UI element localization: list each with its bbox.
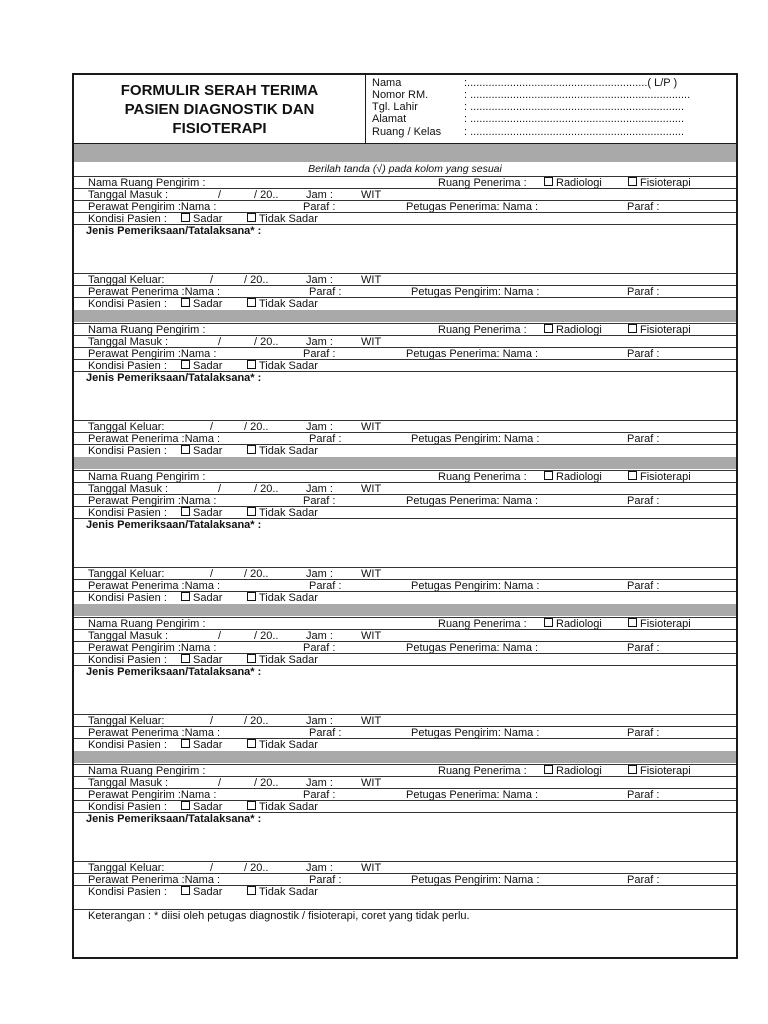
exit-sadar-checkbox[interactable] [181,592,190,601]
exit-time-label: Jam : [306,274,333,286]
entry-date-year: / 20.. [254,189,279,201]
sending-officer-signature-label: Paraf : [627,580,660,592]
entry-time-label: Jam : [306,777,333,789]
exit-sadar-label: Sadar [193,298,223,310]
sending-nurse-label: Perawat Pengirim :Nama : [88,348,217,360]
entry-date-label: Tanggal Masuk : [88,630,169,642]
radiologi-label: Radiologi [556,177,602,189]
examination-type-area[interactable] [74,518,736,568]
form-header [74,75,736,144]
exit-condition-label: Kondisi Pasien : [88,739,167,751]
exit-date-year: / 20.. [244,421,269,433]
entry-time-label: Jam : [306,483,333,495]
room-class-field[interactable]: : ...................................................................... [464,126,685,138]
sadar-label: Sadar [193,507,223,519]
medical-record-field[interactable]: : ........................................................................ [464,89,691,101]
tidak-sadar-label: Tidak Sadar [259,654,318,666]
examination-type-area[interactable] [74,224,736,274]
sending-nurse-label: Perawat Pengirim :Nama : [88,495,217,507]
sending-officer-label: Petugas Pengirim: Nama : [411,874,540,886]
sending-officer-label: Petugas Pengirim: Nama : [411,580,540,592]
entry-timezone: WIT [361,336,382,348]
exit-time-label: Jam : [306,862,333,874]
examination-type-area[interactable] [74,665,736,715]
exit-sadar-option[interactable] [181,298,222,310]
entry-date-label: Tanggal Masuk : [88,189,169,201]
exit-tidak-sadar-checkbox[interactable] [247,886,256,895]
receiving-officer-signature-label: Paraf : [627,348,660,360]
exit-date-year: / 20.. [244,715,269,727]
condition-label: Kondisi Pasien : [88,654,167,666]
receiving-nurse-signature-label: Paraf : [309,580,342,592]
sadar-checkbox[interactable] [181,654,190,663]
title-line-2: PASIEN DIAGNOSTIK DAN [124,101,315,118]
exit-sadar-option[interactable] [181,739,222,751]
receiving-room-label: Ruang Penerima : [438,471,527,483]
exit-date-year: / 20.. [244,568,269,580]
radiologi-checkbox[interactable] [544,324,553,333]
patient-name-field[interactable]: :...........................................................( L/P ) [464,77,678,89]
sadar-label: Sadar [193,654,223,666]
sending-officer-signature-label: Paraf : [627,286,660,298]
sadar-checkbox[interactable] [181,801,190,810]
sending-nurse-signature-label: Paraf : [303,495,336,507]
tidak-sadar-checkbox[interactable] [247,360,256,369]
receiving-nurse-label: Perawat Penerima :Nama : [88,874,221,886]
header-divider-bar [74,144,736,162]
section-divider-bar [74,604,736,616]
fisioterapi-checkbox[interactable] [628,471,637,480]
sending-officer-label: Petugas Pengirim: Nama : [411,727,540,739]
receiving-officer-label: Petugas Penerima: Nama : [406,789,539,801]
exit-tidak-sadar-option[interactable] [247,886,318,898]
sadar-label: Sadar [193,213,223,225]
exit-tidak-sadar-option[interactable] [247,592,318,604]
entry-date-slash: / [218,189,222,201]
receiving-officer-label: Petugas Penerima: Nama : [406,495,539,507]
exit-date-label: Tanggal Keluar: [88,715,165,727]
sending-nurse-signature-label: Paraf : [303,348,336,360]
exit-date-slash: / [210,862,214,874]
exit-condition-row [74,444,736,457]
condition-label: Kondisi Pasien : [88,801,167,813]
sadar-checkbox[interactable] [181,507,190,516]
entry-timezone: WIT [361,483,382,495]
receiving-nurse-label: Perawat Penerima :Nama : [88,727,221,739]
exit-date-year: / 20.. [244,274,269,286]
exit-date-label: Tanggal Keluar: [88,862,165,874]
exit-date-slash: / [210,274,214,286]
exit-condition-row [74,885,736,898]
entry-date-label: Tanggal Masuk : [88,336,169,348]
entry-date-slash: / [218,777,222,789]
exit-sadar-label: Sadar [193,886,223,898]
exit-condition-label: Kondisi Pasien : [88,592,167,604]
exit-tidak-sadar-option[interactable] [247,298,318,310]
tidak-sadar-label: Tidak Sadar [259,213,318,225]
sadar-checkbox[interactable] [181,360,190,369]
condition-label: Kondisi Pasien : [88,507,167,519]
sending-nurse-label: Perawat Pengirim :Nama : [88,789,217,801]
exit-date-year: / 20.. [244,862,269,874]
exit-condition-row [74,591,736,604]
exit-tidak-sadar-checkbox[interactable] [247,298,256,307]
fisioterapi-label: Fisioterapi [640,471,691,483]
form-title [74,75,366,143]
radiologi-checkbox[interactable] [544,618,553,627]
receiving-officer-signature-label: Paraf : [627,201,660,213]
title-line-3: FISIOTERAPI [172,120,267,137]
receiving-nurse-signature-label: Paraf : [309,874,342,886]
tidak-sadar-checkbox[interactable] [247,507,256,516]
receiving-officer-label: Petugas Penerima: Nama : [406,642,539,654]
receiving-room-label: Ruang Penerima : [438,177,527,189]
exit-date-label: Tanggal Keluar: [88,568,165,580]
receiving-room-label: Ruang Penerima : [438,324,527,336]
entry-timezone: WIT [361,777,382,789]
exit-time-label: Jam : [306,568,333,580]
section-divider-bar [74,751,736,763]
tidak-sadar-checkbox[interactable] [247,801,256,810]
exit-date-slash: / [210,421,214,433]
exit-sadar-option[interactable] [181,445,222,457]
sender-room-label: Nama Ruang Pengirim : [88,177,206,189]
sending-nurse-label: Perawat Pengirim :Nama : [88,201,217,213]
patient-name-label: Nama [372,77,402,89]
exit-time-label: Jam : [306,421,333,433]
birth-date-label: Tgl. Lahir [372,101,418,113]
exit-sadar-label: Sadar [193,592,223,604]
exit-condition-row [74,738,736,751]
sadar-label: Sadar [193,801,223,813]
instruction-text: Berilah tanda (√) pada kolom yang sesuai [308,163,502,175]
receiving-room-label: Ruang Penerima : [438,618,527,630]
entry-date-year: / 20.. [254,777,279,789]
fisioterapi-label: Fisioterapi [640,324,691,336]
entry-timezone: WIT [361,630,382,642]
entry-date-label: Tanggal Masuk : [88,777,169,789]
fisioterapi-checkbox[interactable] [628,177,637,186]
sender-room-label: Nama Ruang Pengirim : [88,618,206,630]
sender-room-label: Nama Ruang Pengirim : [88,324,206,336]
fisioterapi-checkbox[interactable] [628,618,637,627]
entry-date-label: Tanggal Masuk : [88,483,169,495]
address-field[interactable]: : ...................................................................... [464,113,685,125]
fisioterapi-label: Fisioterapi [640,177,691,189]
examination-type-label: Jenis Pemeriksaan/Tatalaksana* : [86,372,262,384]
examination-type-area[interactable] [74,812,736,862]
receiving-officer-signature-label: Paraf : [627,789,660,801]
sadar-label: Sadar [193,360,223,372]
radiologi-label: Radiologi [556,618,602,630]
radiologi-label: Radiologi [556,765,602,777]
entry-date-slash: / [218,336,222,348]
receiving-officer-label: Petugas Penerima: Nama : [406,201,539,213]
radiologi-checkbox[interactable] [544,177,553,186]
sending-officer-label: Petugas Pengirim: Nama : [411,433,540,445]
entry-date-year: / 20.. [254,336,279,348]
receiving-nurse-signature-label: Paraf : [309,286,342,298]
exit-tidak-sadar-checkbox[interactable] [247,739,256,748]
exit-date-slash: / [210,715,214,727]
exit-timezone: WIT [361,274,382,286]
sender-room-label: Nama Ruang Pengirim : [88,765,206,777]
exit-timezone: WIT [361,862,382,874]
fisioterapi-checkbox[interactable] [628,765,637,774]
sadar-checkbox[interactable] [181,213,190,222]
handover-section-3 [74,470,736,617]
footnote-text: Keterangan : * diisi oleh petugas diagnostik / fisioterapi, coret yang tidak perlu. [88,910,470,922]
examination-type-label: Jenis Pemeriksaan/Tatalaksana* : [86,225,262,237]
exit-timezone: WIT [361,568,382,580]
room-class-label: Ruang / Kelas [372,126,442,138]
medical-record-label: Nomor RM. [372,89,429,101]
exit-tidak-sadar-label: Tidak Sadar [259,592,318,604]
exit-tidak-sadar-label: Tidak Sadar [259,886,318,898]
receiving-nurse-label: Perawat Penerima :Nama : [88,433,221,445]
exit-date-label: Tanggal Keluar: [88,421,165,433]
tidak-sadar-checkbox[interactable] [247,213,256,222]
section-divider-bar [74,310,736,322]
sending-nurse-signature-label: Paraf : [303,642,336,654]
handover-section-1 [74,176,736,323]
exit-sadar-option[interactable] [181,886,222,898]
sending-officer-signature-label: Paraf : [627,727,660,739]
handover-section-4 [74,617,736,764]
entry-time-label: Jam : [306,336,333,348]
tidak-sadar-label: Tidak Sadar [259,360,318,372]
sending-officer-label: Petugas Pengirim: Nama : [411,286,540,298]
patient-identity-block [372,76,734,142]
fisioterapi-label: Fisioterapi [640,765,691,777]
receiving-nurse-signature-label: Paraf : [309,727,342,739]
exit-sadar-checkbox[interactable] [181,298,190,307]
receiving-nurse-label: Perawat Penerima :Nama : [88,580,221,592]
handover-section-2 [74,323,736,470]
exit-condition-label: Kondisi Pasien : [88,298,167,310]
exit-sadar-checkbox[interactable] [181,886,190,895]
examination-type-area[interactable] [74,371,736,421]
examination-type-label: Jenis Pemeriksaan/Tatalaksana* : [86,813,262,825]
condition-label: Kondisi Pasien : [88,360,167,372]
exit-tidak-sadar-label: Tidak Sadar [259,739,318,751]
entry-time-label: Jam : [306,189,333,201]
handover-form [72,73,738,959]
footnote [74,909,736,958]
exit-sadar-checkbox[interactable] [181,739,190,748]
exit-condition-row [74,297,736,310]
exit-condition-label: Kondisi Pasien : [88,445,167,457]
exit-timezone: WIT [361,421,382,433]
tidak-sadar-checkbox[interactable] [247,654,256,663]
condition-label: Kondisi Pasien : [88,213,167,225]
exit-date-slash: / [210,568,214,580]
receiving-officer-label: Petugas Penerima: Nama : [406,348,539,360]
exit-tidak-sadar-checkbox[interactable] [247,445,256,454]
exit-tidak-sadar-option[interactable] [247,739,318,751]
exit-tidak-sadar-option[interactable] [247,445,318,457]
sender-room-label: Nama Ruang Pengirim : [88,471,206,483]
handover-sections [74,176,736,911]
radiologi-checkbox[interactable] [544,765,553,774]
exit-sadar-checkbox[interactable] [181,445,190,454]
receiving-room-label: Ruang Penerima : [438,765,527,777]
receiving-officer-signature-label: Paraf : [627,495,660,507]
exit-sadar-label: Sadar [193,445,223,457]
examination-type-label: Jenis Pemeriksaan/Tatalaksana* : [86,519,262,531]
address-label: Alamat [372,113,407,125]
receiving-nurse-label: Perawat Penerima :Nama : [88,286,221,298]
sending-officer-signature-label: Paraf : [627,874,660,886]
handover-section-5 [74,764,736,911]
exit-sadar-label: Sadar [193,739,223,751]
receiving-nurse-signature-label: Paraf : [309,433,342,445]
exit-sadar-option[interactable] [181,592,222,604]
radiologi-checkbox[interactable] [544,471,553,480]
section-divider-bar [74,457,736,469]
fisioterapi-checkbox[interactable] [628,324,637,333]
exit-timezone: WIT [361,715,382,727]
exit-time-label: Jam : [306,715,333,727]
tidak-sadar-label: Tidak Sadar [259,801,318,813]
sending-nurse-signature-label: Paraf : [303,201,336,213]
title-line-1: FORMULIR SERAH TERIMA [120,82,319,99]
entry-timezone: WIT [361,189,382,201]
tidak-sadar-label: Tidak Sadar [259,507,318,519]
entry-date-slash: / [218,483,222,495]
entry-date-year: / 20.. [254,630,279,642]
sending-nurse-label: Perawat Pengirim :Nama : [88,642,217,654]
entry-time-label: Jam : [306,630,333,642]
exit-tidak-sadar-label: Tidak Sadar [259,445,318,457]
entry-date-slash: / [218,630,222,642]
exit-date-label: Tanggal Keluar: [88,274,165,286]
exit-tidak-sadar-label: Tidak Sadar [259,298,318,310]
birth-date-field[interactable]: : ...................................................................... [464,101,685,113]
exit-condition-label: Kondisi Pasien : [88,886,167,898]
exit-tidak-sadar-checkbox[interactable] [247,592,256,601]
examination-type-label: Jenis Pemeriksaan/Tatalaksana* : [86,666,262,678]
sending-nurse-signature-label: Paraf : [303,789,336,801]
entry-date-year: / 20.. [254,483,279,495]
sending-officer-signature-label: Paraf : [627,433,660,445]
receiving-officer-signature-label: Paraf : [627,642,660,654]
fisioterapi-label: Fisioterapi [640,618,691,630]
radiologi-label: Radiologi [556,471,602,483]
radiologi-label: Radiologi [556,324,602,336]
